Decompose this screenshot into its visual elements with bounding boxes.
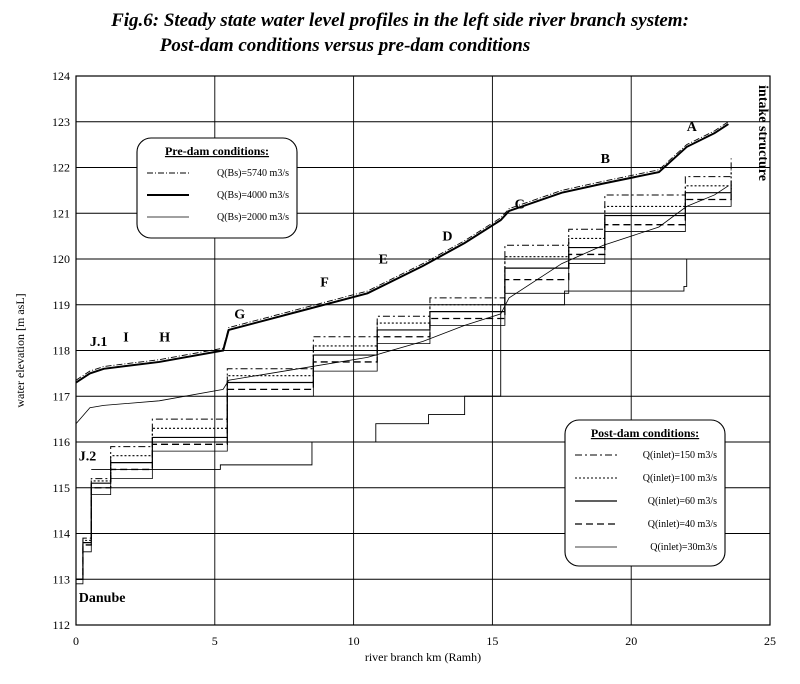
y-tick-label: 120 <box>52 252 70 266</box>
legend-box <box>565 420 725 566</box>
annotation-label: C <box>514 197 525 213</box>
annotation-label: intake structure <box>754 85 770 181</box>
annotation-label: J.2 <box>78 449 97 465</box>
annotation-label: G <box>234 307 246 323</box>
legends <box>137 138 725 566</box>
y-tick-label: 118 <box>52 343 70 358</box>
annotation-label: Danube <box>78 591 126 607</box>
legend-title: Post-dam conditions: <box>590 426 700 440</box>
annotation-label: E <box>378 252 388 268</box>
legend-entry-label: Q(Bs)=5740 m3/s <box>216 168 289 179</box>
y-axis-label: water elevation [m asL] <box>13 293 27 408</box>
annotation-label: D <box>442 229 453 245</box>
legend-title: Pre-dam conditions: <box>164 144 270 158</box>
annotation-label: A <box>686 119 697 135</box>
title-line-2: Post-dam conditions versus pre-dam conditions <box>159 35 531 56</box>
legend-box <box>137 138 297 238</box>
x-axis-label: river branch km (Ramh) <box>364 650 482 664</box>
y-tick-label: 116 <box>52 435 70 449</box>
legend-entry-label: Q(inlet)=60 m3/s <box>647 496 717 507</box>
legend-entry-label: Q(inlet)=150 m3/s <box>642 450 717 461</box>
title-line-1: Fig.6: Steady state water level profiles in the left side river branch system: <box>111 10 689 31</box>
x-tick-label: 5 <box>211 634 218 648</box>
y-tick-label: 113 <box>52 572 70 587</box>
y-tick-label: 117 <box>52 389 70 404</box>
annotation-label: I <box>123 330 129 346</box>
y-tick-label: 119 <box>52 297 70 312</box>
x-tick-label: 15 <box>486 634 499 648</box>
legend-entry-label: Q(inlet)=100 m3/s <box>642 473 717 484</box>
x-tick-label: 0 <box>73 634 79 648</box>
legend-entry-label: Q(inlet)=30m3/s <box>650 542 717 553</box>
x-tick-label: 10 <box>347 634 360 648</box>
x-tick-label: 25 <box>764 634 776 648</box>
legend-entry-label: Q(Bs)=2000 m3/s <box>216 212 289 223</box>
y-tick-label: 121 <box>52 206 70 221</box>
y-tick-label: 123 <box>52 114 70 129</box>
annotation-label: F <box>320 275 329 291</box>
annotation-label: H <box>159 330 171 346</box>
y-tick-label: 112 <box>52 618 70 632</box>
y-tick-label: 115 <box>52 480 70 495</box>
legend-entry-label: Q(inlet)=40 m3/s <box>647 519 717 530</box>
legend-entry-label: Q(Bs)=4000 m3/s <box>216 190 289 201</box>
y-tick-label: 122 <box>52 160 70 175</box>
y-tick-label: 114 <box>52 526 70 541</box>
x-tick-label: 20 <box>625 634 638 648</box>
annotation-label: B <box>600 151 611 167</box>
annotation-label: J.1 <box>89 334 108 350</box>
y-tick-label: 124 <box>52 69 70 83</box>
